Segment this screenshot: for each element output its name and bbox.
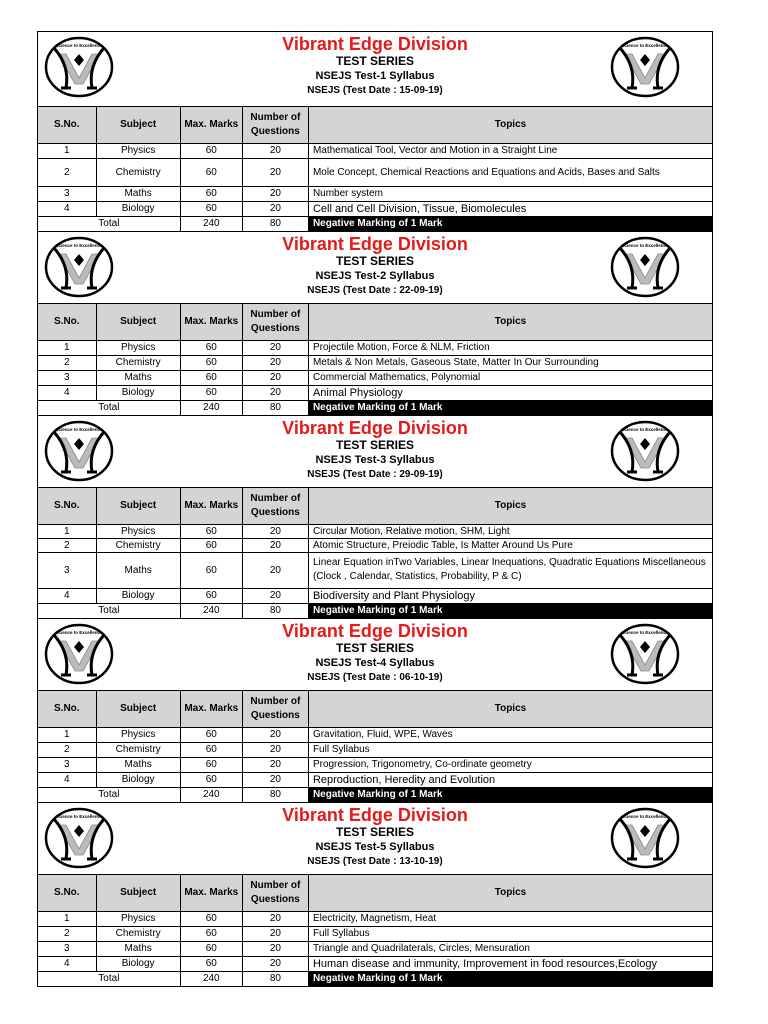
serial-number: 3 (38, 941, 96, 956)
table-row (38, 941, 712, 956)
total-marks: 240 (180, 400, 242, 415)
column-header: S.No. (38, 107, 96, 143)
max-marks-cell: 60 (180, 742, 242, 757)
subject-cell: Chemistry (96, 355, 180, 370)
serial-number: 2 (38, 355, 96, 370)
max-marks-cell: 60 (180, 956, 242, 971)
svg-text:Science to Excellence: Science to Excellence (55, 427, 103, 432)
questions-cell: 20 (242, 757, 308, 772)
syllabus-title: NSEJS Test-1 Syllabus (315, 70, 435, 82)
table-row (38, 742, 712, 757)
topics-cell: Human disease and immunity, Improvement in food resources,Ecology (308, 956, 712, 971)
subject-cell: Physics (96, 340, 180, 355)
serial-number: 4 (38, 201, 96, 216)
table-row (38, 538, 712, 552)
org-title: Vibrant Edge Division (282, 34, 468, 54)
negative-marking-note: Negative Marking of 1 Mark (308, 787, 712, 802)
table-row (38, 201, 712, 216)
topics-cell: Biodiversity and Plant Physiology (308, 588, 712, 603)
total-label: Total (38, 400, 180, 415)
questions-cell: 20 (242, 772, 308, 787)
column-header: Max. Marks (180, 691, 242, 727)
questions-cell: 20 (242, 956, 308, 971)
questions-cell: 20 (242, 538, 308, 552)
column-header: S.No. (38, 304, 96, 340)
total-row (38, 603, 712, 618)
subject-cell: Biology (96, 588, 180, 603)
max-marks-cell: 60 (180, 158, 242, 186)
subject-cell: Maths (96, 370, 180, 385)
serial-number: 3 (38, 370, 96, 385)
total-label: Total (38, 787, 180, 802)
column-header: Topics (308, 488, 712, 524)
table-row (38, 355, 712, 370)
series-label: TEST SERIES (335, 825, 415, 839)
max-marks-cell: 60 (180, 524, 242, 538)
svg-text:Science to Excellence: Science to Excellence (621, 43, 669, 48)
syllabus-document (37, 31, 713, 987)
test-date: NSEJS (Test Date : 06-10-19) (307, 672, 443, 683)
max-marks-cell: 60 (180, 926, 242, 941)
serial-number: 1 (38, 727, 96, 742)
total-questions: 80 (242, 216, 308, 231)
max-marks-cell: 60 (180, 772, 242, 787)
total-row (38, 971, 712, 986)
max-marks-cell: 60 (180, 385, 242, 400)
max-marks-cell: 60 (180, 941, 242, 956)
negative-marking-note: Negative Marking of 1 Mark (308, 216, 712, 231)
total-label: Total (38, 603, 180, 618)
institute-logo-icon (610, 236, 680, 298)
topics-cell: Reproduction, Heredity and Evolution (308, 772, 712, 787)
column-header: Max. Marks (180, 875, 242, 911)
total-marks: 240 (180, 216, 242, 231)
questions-cell: 20 (242, 911, 308, 926)
subject-cell: Chemistry (96, 926, 180, 941)
institute-logo-icon (610, 420, 680, 482)
subject-cell: Chemistry (96, 538, 180, 552)
serial-number: 3 (38, 552, 96, 588)
topics-cell: Triangle and Quadrilaterals, Circles, Mensuration (308, 941, 712, 956)
topics-cell: Progression, Trigonometry, Co-ordinate geometry (308, 757, 712, 772)
serial-number: 2 (38, 742, 96, 757)
institute-logo-icon (44, 807, 114, 869)
total-questions: 80 (242, 603, 308, 618)
table-row (38, 926, 712, 941)
total-row (38, 787, 712, 802)
topics-cell: Number system (308, 186, 712, 201)
institute-logo-icon (44, 236, 114, 298)
topics-cell: Cell and Cell Division, Tissue, Biomolecules (308, 201, 712, 216)
test-header (38, 232, 712, 304)
series-label: TEST SERIES (335, 254, 415, 268)
total-marks: 240 (180, 787, 242, 802)
table-row (38, 552, 712, 588)
max-marks-cell: 60 (180, 757, 242, 772)
total-label: Total (38, 216, 180, 231)
institute-logo-icon (610, 623, 680, 685)
topics-cell: Linear Equation inTwo Variables, Linear Inequations, Quadratic Equations Miscellaneous (Clock , Calendar, Statistics, Probability, P & C) (308, 552, 712, 588)
test-header (38, 32, 712, 107)
svg-text:Science to Excellence: Science to Excellence (621, 243, 669, 248)
table-header-row (38, 107, 712, 143)
table-header-row (38, 304, 712, 340)
table-row (38, 158, 712, 186)
topics-cell: Commercial Mathematics, Polynomial (308, 370, 712, 385)
topics-cell: Metals & Non Metals, Gaseous State, Matter In Our Surrounding (308, 355, 712, 370)
serial-number: 1 (38, 143, 96, 158)
table-row (38, 385, 712, 400)
questions-cell: 20 (242, 742, 308, 757)
svg-text:Science to Excellence: Science to Excellence (55, 814, 103, 819)
max-marks-cell: 60 (180, 911, 242, 926)
table-row (38, 340, 712, 355)
questions-cell: 20 (242, 524, 308, 538)
topics-cell: Mole Concept, Chemical Reactions and Equations and Acids, Bases and Salts (308, 158, 712, 186)
column-header: S.No. (38, 875, 96, 911)
negative-marking-note: Negative Marking of 1 Mark (308, 603, 712, 618)
table-row (38, 727, 712, 742)
questions-cell: 20 (242, 158, 308, 186)
column-header: Subject (96, 691, 180, 727)
subject-cell: Physics (96, 911, 180, 926)
svg-text:Science to Excellence: Science to Excellence (621, 814, 669, 819)
test-block (37, 415, 713, 618)
questions-cell: 20 (242, 727, 308, 742)
column-header: Max. Marks (180, 488, 242, 524)
column-header: Number of Questions (242, 691, 308, 727)
table-row (38, 772, 712, 787)
institute-logo-icon (44, 420, 114, 482)
test-block (37, 802, 713, 987)
svg-text:Science to Excellence: Science to Excellence (55, 243, 103, 248)
questions-cell: 20 (242, 340, 308, 355)
series-label: TEST SERIES (335, 641, 415, 655)
serial-number: 2 (38, 158, 96, 186)
total-row (38, 400, 712, 415)
column-header: Subject (96, 875, 180, 911)
table-row (38, 186, 712, 201)
negative-marking-note: Negative Marking of 1 Mark (308, 400, 712, 415)
syllabus-table (38, 304, 712, 415)
column-header: Topics (308, 875, 712, 911)
serial-number: 1 (38, 911, 96, 926)
table-row (38, 524, 712, 538)
serial-number: 3 (38, 186, 96, 201)
test-date: NSEJS (Test Date : 15-09-19) (307, 85, 443, 96)
column-header: S.No. (38, 488, 96, 524)
svg-text:Science to Excellence: Science to Excellence (55, 43, 103, 48)
total-row (38, 216, 712, 231)
questions-cell: 20 (242, 143, 308, 158)
test-block (37, 618, 713, 802)
table-row (38, 956, 712, 971)
max-marks-cell: 60 (180, 370, 242, 385)
questions-cell: 20 (242, 588, 308, 603)
questions-cell: 20 (242, 552, 308, 588)
subject-cell: Maths (96, 757, 180, 772)
serial-number: 4 (38, 956, 96, 971)
topics-cell: Electricity, Magnetism, Heat (308, 911, 712, 926)
syllabus-title: NSEJS Test-4 Syllabus (315, 657, 435, 669)
syllabus-title: NSEJS Test-5 Syllabus (315, 841, 435, 853)
total-marks: 240 (180, 971, 242, 986)
svg-text:Science to Excellence: Science to Excellence (621, 427, 669, 432)
test-block (37, 31, 713, 231)
questions-cell: 20 (242, 201, 308, 216)
serial-number: 2 (38, 538, 96, 552)
total-label: Total (38, 971, 180, 986)
svg-text:Science to Excellence: Science to Excellence (621, 630, 669, 635)
test-date: NSEJS (Test Date : 29-09-19) (307, 469, 443, 480)
test-header (38, 803, 712, 875)
max-marks-cell: 60 (180, 201, 242, 216)
max-marks-cell: 60 (180, 340, 242, 355)
topics-cell: Projectile Motion, Force & NLM, Friction (308, 340, 712, 355)
column-header: Number of Questions (242, 107, 308, 143)
max-marks-cell: 60 (180, 552, 242, 588)
questions-cell: 20 (242, 186, 308, 201)
total-questions: 80 (242, 787, 308, 802)
max-marks-cell: 60 (180, 143, 242, 158)
questions-cell: 20 (242, 941, 308, 956)
questions-cell: 20 (242, 355, 308, 370)
column-header: Subject (96, 304, 180, 340)
serial-number: 3 (38, 757, 96, 772)
column-header: Number of Questions (242, 304, 308, 340)
serial-number: 4 (38, 772, 96, 787)
subject-cell: Maths (96, 186, 180, 201)
syllabus-title: NSEJS Test-2 Syllabus (315, 270, 435, 282)
syllabus-table (38, 107, 712, 231)
topics-cell: Full Syllabus (308, 926, 712, 941)
subject-cell: Maths (96, 941, 180, 956)
max-marks-cell: 60 (180, 588, 242, 603)
total-marks: 240 (180, 603, 242, 618)
column-header: Subject (96, 107, 180, 143)
subject-cell: Biology (96, 772, 180, 787)
total-questions: 80 (242, 971, 308, 986)
table-row (38, 757, 712, 772)
syllabus-title: NSEJS Test-3 Syllabus (315, 454, 435, 466)
table-row (38, 588, 712, 603)
serial-number: 2 (38, 926, 96, 941)
subject-cell: Physics (96, 727, 180, 742)
max-marks-cell: 60 (180, 538, 242, 552)
topics-cell: Gravitation, Fluid, WPE, Waves (308, 727, 712, 742)
subject-cell: Biology (96, 956, 180, 971)
serial-number: 4 (38, 588, 96, 603)
syllabus-table (38, 488, 712, 618)
max-marks-cell: 60 (180, 355, 242, 370)
column-header: Topics (308, 304, 712, 340)
column-header: Max. Marks (180, 107, 242, 143)
serial-number: 1 (38, 340, 96, 355)
org-title: Vibrant Edge Division (282, 621, 468, 641)
topics-cell: Mathematical Tool, Vector and Motion in a Straight Line (308, 143, 712, 158)
test-date: NSEJS (Test Date : 13-10-19) (307, 856, 443, 867)
subject-cell: Biology (96, 201, 180, 216)
test-header (38, 619, 712, 691)
serial-number: 1 (38, 524, 96, 538)
column-header: Max. Marks (180, 304, 242, 340)
syllabus-table (38, 691, 712, 802)
series-label: TEST SERIES (335, 54, 415, 68)
institute-logo-icon (44, 36, 114, 98)
negative-marking-note: Negative Marking of 1 Mark (308, 971, 712, 986)
test-header (38, 416, 712, 488)
questions-cell: 20 (242, 926, 308, 941)
table-row (38, 143, 712, 158)
subject-cell: Physics (96, 143, 180, 158)
subject-cell: Biology (96, 385, 180, 400)
table-header-row (38, 488, 712, 524)
table-header-row (38, 875, 712, 911)
topics-cell: Full Syllabus (308, 742, 712, 757)
column-header: Topics (308, 107, 712, 143)
org-title: Vibrant Edge Division (282, 418, 468, 438)
subject-cell: Physics (96, 524, 180, 538)
series-label: TEST SERIES (335, 438, 415, 452)
column-header: Subject (96, 488, 180, 524)
topics-cell: Atomic Structure, Preiodic Table, Is Matter Around Us Pure (308, 538, 712, 552)
subject-cell: Chemistry (96, 742, 180, 757)
table-header-row (38, 691, 712, 727)
column-header: Number of Questions (242, 488, 308, 524)
org-title: Vibrant Edge Division (282, 805, 468, 825)
max-marks-cell: 60 (180, 186, 242, 201)
table-row (38, 370, 712, 385)
svg-text:Science to Excellence: Science to Excellence (55, 630, 103, 635)
institute-logo-icon (610, 807, 680, 869)
institute-logo-icon (44, 623, 114, 685)
test-block (37, 231, 713, 415)
test-date: NSEJS (Test Date : 22-09-19) (307, 285, 443, 296)
serial-number: 4 (38, 385, 96, 400)
column-header: S.No. (38, 691, 96, 727)
institute-logo-icon (610, 36, 680, 98)
max-marks-cell: 60 (180, 727, 242, 742)
questions-cell: 20 (242, 385, 308, 400)
column-header: Topics (308, 691, 712, 727)
topics-cell: Circular Motion, Relative motion, SHM, Light (308, 524, 712, 538)
total-questions: 80 (242, 400, 308, 415)
questions-cell: 20 (242, 370, 308, 385)
column-header: Number of Questions (242, 875, 308, 911)
syllabus-table (38, 875, 712, 986)
subject-cell: Maths (96, 552, 180, 588)
org-title: Vibrant Edge Division (282, 234, 468, 254)
table-row (38, 911, 712, 926)
topics-cell: Animal Physiology (308, 385, 712, 400)
subject-cell: Chemistry (96, 158, 180, 186)
